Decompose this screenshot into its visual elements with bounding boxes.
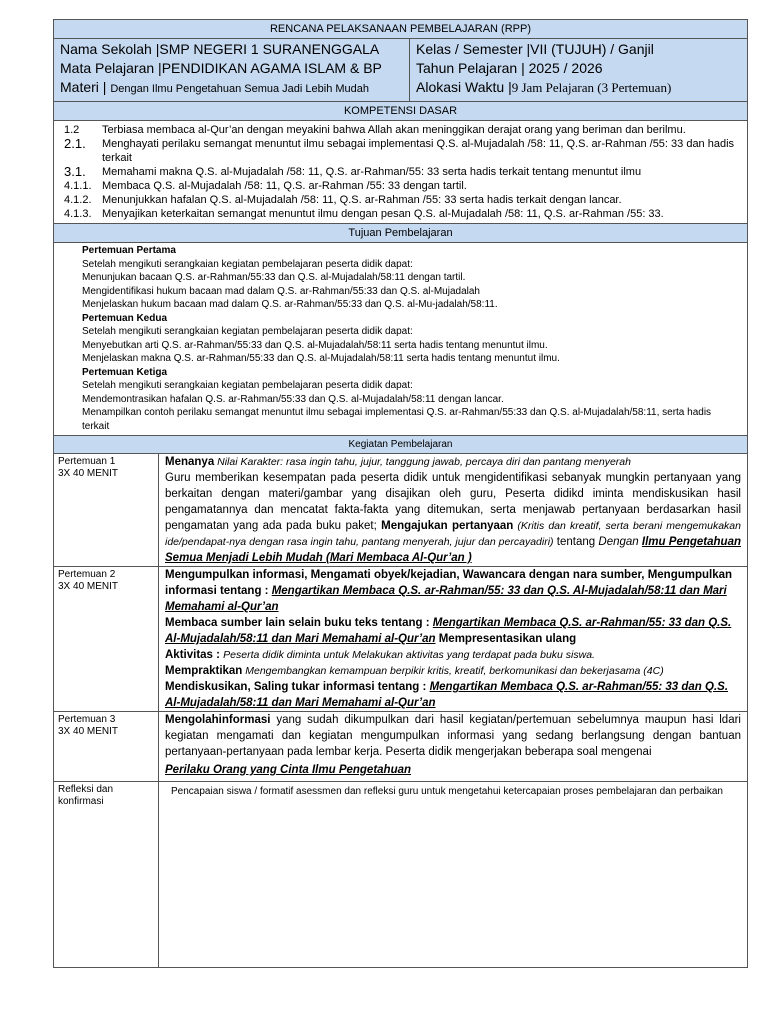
- kd-item: 2.1. Menghayati perilaku semangat menuntut ilmu sebagai implementasi Q.S. al-Mujadalah /58: 11, Q.S. ar-Rahman /55: 33 dan hadis terkait: [64, 136, 735, 164]
- meeting-3-title: Pertemuan Ketiga: [82, 366, 168, 378]
- objective-item: Menampilkan contoh perilaku semangat menuntut ilmu sebagai implementasi Q.S. ar-Rahman/55:33 dan Q.S. al-Mujadalah/58:11, serta hadis terkait: [82, 407, 712, 432]
- subject-value: PENDIDIKAN AGAMA ISLAM & BP: [161, 60, 382, 76]
- material-label: Materi: [60, 79, 99, 95]
- document-title: RENCANA PELAKSANAAN PEMBELAJARAN (RPP): [54, 20, 748, 39]
- meeting-2-label: Pertemuan 2 3X 40 MENIT: [54, 567, 159, 712]
- objective-item: Mengidentifikasi hukum bacaan mad dalam Q.S. ar-Rahman/55:33 dan Q.S. al-Mujadalah: [82, 285, 480, 297]
- school-value: SMP NEGERI 1 SURANENGGALA: [159, 41, 380, 57]
- time-value: 9 Jam Pelajaran (3 Pertemuan): [511, 80, 672, 95]
- subject-label: Mata Pelajaran: [60, 60, 155, 76]
- objective-item: Menjelaskan hukum bacaan mad dalam Q.S. ar-Rahman/55:33 dan Q.S. al-Mu-jadalah/58:11.: [82, 299, 498, 310]
- tujuan-header: Tujuan Pembelajaran: [54, 224, 748, 243]
- class-value: VII (TUJUH) / Ganjil: [530, 41, 654, 57]
- meeting-2-activities: Mengumpulkan informasi, Mengamati obyek/kejadian, Wawancara dengan nara sumber, Mengumpulkan informasi tentang : Mengartikan Membaca Q.S. ar-Rahman/55: 33 dan Q.S. Al-Mujadalah/58:11 dan Mari Memahami al-Qur’an Membaca sumber lain selain buku teks tentang : Mengartikan Membaca Q.S. ar-Rahman/55: 33 dan Q.S. Al-Mujadalah/58:11 dan Mari Memahami al-Qur’an Mempresentasikan ulang Aktivitas : Peserta didik diminta untuk Melakukan aktivitas yang terdapat pada buku siswa. Mempraktikan Mengembangkan kemampuan berpikir kritis, kreatif, berkomunikasi dan bekerjasama (4C) Mendiskusikan, Saling tukar informasi tentang : Mengartikan Membaca Q.S. ar-Rahman/55: 33 dan Q.S. Al-Mujadalah/58:11 dan Mari Memahami al-Qur’an: [159, 567, 748, 712]
- kd-item: 3.1. Memahami makna Q.S. al-Mujadalah /58: 11, Q.S. ar-Rahman/55: 33 serta hadis terkait tentang menuntut ilmu: [64, 164, 642, 179]
- material-value: Dengan Ilmu Pengetahuan Semua Jadi Lebih Mudah: [110, 83, 370, 95]
- meeting-3-label: Pertemuan 3 3X 40 MENIT: [54, 712, 159, 782]
- kompetensi-header: KOMPETENSI DASAR: [54, 102, 748, 121]
- meeting-1-title: Pertemuan Pertama: [82, 245, 176, 256]
- kd-item: 1.2 Terbiasa membaca al-Qur’an dengan meyakini bahwa Allah akan meninggikan derajat orang yang beriman dan berilmu.: [64, 124, 686, 136]
- kegiatan-header: Kegiatan Pembelajaran: [54, 436, 748, 454]
- objective-item: Menjelaskan makna Q.S. ar-Rahman/55:33 dan Q.S. al-Mujadalah/58:11 serta hadis tentang menuntut ilmu.: [82, 353, 560, 364]
- identity-right: Kelas / Semester |VII (TUJUH) / Ganjil Tahun Pelajaran | 2025 / 2026 Alokasi Waktu |9 Jam Pelajaran (3 Pertemuan): [410, 39, 748, 102]
- objective-item: Menyebutkan arti Q.S. ar-Rahman/55:33 dan Q.S. al-Mujadalah/58:11 serta hadis tentang menuntut ilmu.: [82, 339, 548, 351]
- kd-item: 4.1.2. Menunjukkan hafalan Q.S. al-Mujadalah /58: 11, Q.S. ar-Rahman /55: 33 serta hadis terkait dengan lancar.: [64, 194, 622, 206]
- meeting-1-activities: Menanya Nilai Karakter: rasa ingin tahu, jujur, tanggung jawab, percaya diri dan pantang menyerah Guru memberikan kesempatan pada peserta didik untuk mengidentifikasi sebanyak mungkin pertanyaan yang berkaitan dengan materi/gambar yang disajikan oleh guru, Peserta didikd iminta mendiskusikan hasil pengamatannya dan mencatat fakta-fakta yang ditemukan, serta menjawab pertanyaan berdasarkan hasil pengamatan yang ada pada buku paket; Mengajukan pertanyaan (Kritis dan kreatif, serta berani mengemukakan ide/pendapat-nya dengan rasa ingin tahu, pantang menyerah, jujur dan percayadiri) tentang Dengan Ilmu Pengetahuan Semua Menjadi Lebih Mudah (Mari Membaca Al-Qur’an ): [159, 454, 748, 567]
- school-label: Nama Sekolah: [60, 41, 152, 57]
- meeting-3-activities: Mengolahinformasi yang sudah dikumpulkan dari hasil kegiatan/pertemuan sebelumnya maupun hasi ldari kegiatan mengamati dan kegiatan mengumpulkan informasi yang sedang berlangsung dengan bantuan pertanyaan-pertanyaan pada lembar kerja. Peserta didik mengerjakan beberapa soal mengenai Perilaku Orang yang Cinta Ilmu Pengetahuan: [159, 712, 748, 782]
- identity-left: Nama Sekolah |SMP NEGERI 1 SURANENGGALA Mata Pelajaran |PENDIDIKAN AGAMA ISLAM & BP Materi | Dengan Ilmu Pengetahuan Semua Jadi Lebih Mudah: [54, 39, 410, 102]
- class-label: Kelas / Semester: [416, 41, 523, 57]
- year-value: 2025 / 2026: [528, 60, 603, 76]
- meeting-2-title: Pertemuan Kedua: [82, 312, 168, 324]
- rpp-table: [53, 19, 748, 968]
- objective-item: Menunjukan bacaan Q.S. ar-Rahman/55:33 dan Q.S. al-Mujadalah/58:11 dengan tartil.: [82, 272, 466, 283]
- kd-item: 4.1.1. Membaca Q.S. al-Mujadalah /58: 11, Q.S. ar-Rahman /55: 33 dengan tartil.: [64, 180, 467, 192]
- reflection-text: Pencapaian siswa / formatif asessmen dan refleksi guru untuk mengetahui ketercapaian proses pembelajaran dan perbaikan: [159, 782, 748, 968]
- time-label: Alokasi Waktu: [416, 79, 505, 95]
- reflection-label: Refleksi dan konfirmasi: [54, 782, 159, 968]
- kd-item: 4.1.3. Menyajikan keterkaitan semangat menuntut ilmu dengan pesan Q.S. al-Mujadalah /58: 11, Q.S. ar-Rahman /55: 33.: [64, 208, 664, 220]
- year-label: Tahun Pelajaran: [416, 60, 518, 76]
- kompetensi-list: [54, 121, 748, 224]
- meeting-1-label: Pertemuan 1 3X 40 MENIT: [54, 454, 159, 567]
- tujuan-body: Pertemuan Pertama Setelah mengikuti serangkaian kegiatan pembelajaran peserta didik dapat: Menunjukan bacaan Q.S. ar-Rahman/55:33 dan Q.S. al-Mujadalah/58:11 dengan tartil. Mengidentifikasi hukum bacaan mad dalam Q.S. ar-Rahman/55:33 dan Q.S. al-Mujadalah Menjelaskan hukum bacaan mad dalam Q.S. ar-Rahman/55:33 dan Q.S. al-Mu-jadalah/58:11. Pertemuan Kedua Setelah mengikuti serangkaian kegiatan pembelajaran peserta didik dapat: Menyebutkan arti Q.S. ar-Rahman/55:33 dan Q.S. al-Mujadalah/58:11 serta hadis tentang menuntut ilmu. Menjelaskan makna Q.S. ar-Rahman/55:33 dan Q.S. al-Mujadalah/58:11 serta hadis tentang menuntut ilmu. Pertemuan Ketiga Setelah mengikuti serangkaian kegiatan pembelajaran peserta didik dapat: Mendemontrasikan hafalan Q.S. ar-Rahman/55:33 dan Q.S. al-Mujadalah/58:11 dengan lancar. Menampilkan contoh perilaku semangat menuntut ilmu sebagai implementasi Q.S. ar-Rahman/55:33 dan Q.S. al-Mujadalah/58:11, serta hadis terkait: [54, 243, 748, 436]
- objective-item: Mendemontrasikan hafalan Q.S. ar-Rahman/55:33 dan Q.S. al-Mujadalah/58:11 dengan lancar.: [82, 393, 504, 405]
- rpp-document: [53, 19, 747, 968]
